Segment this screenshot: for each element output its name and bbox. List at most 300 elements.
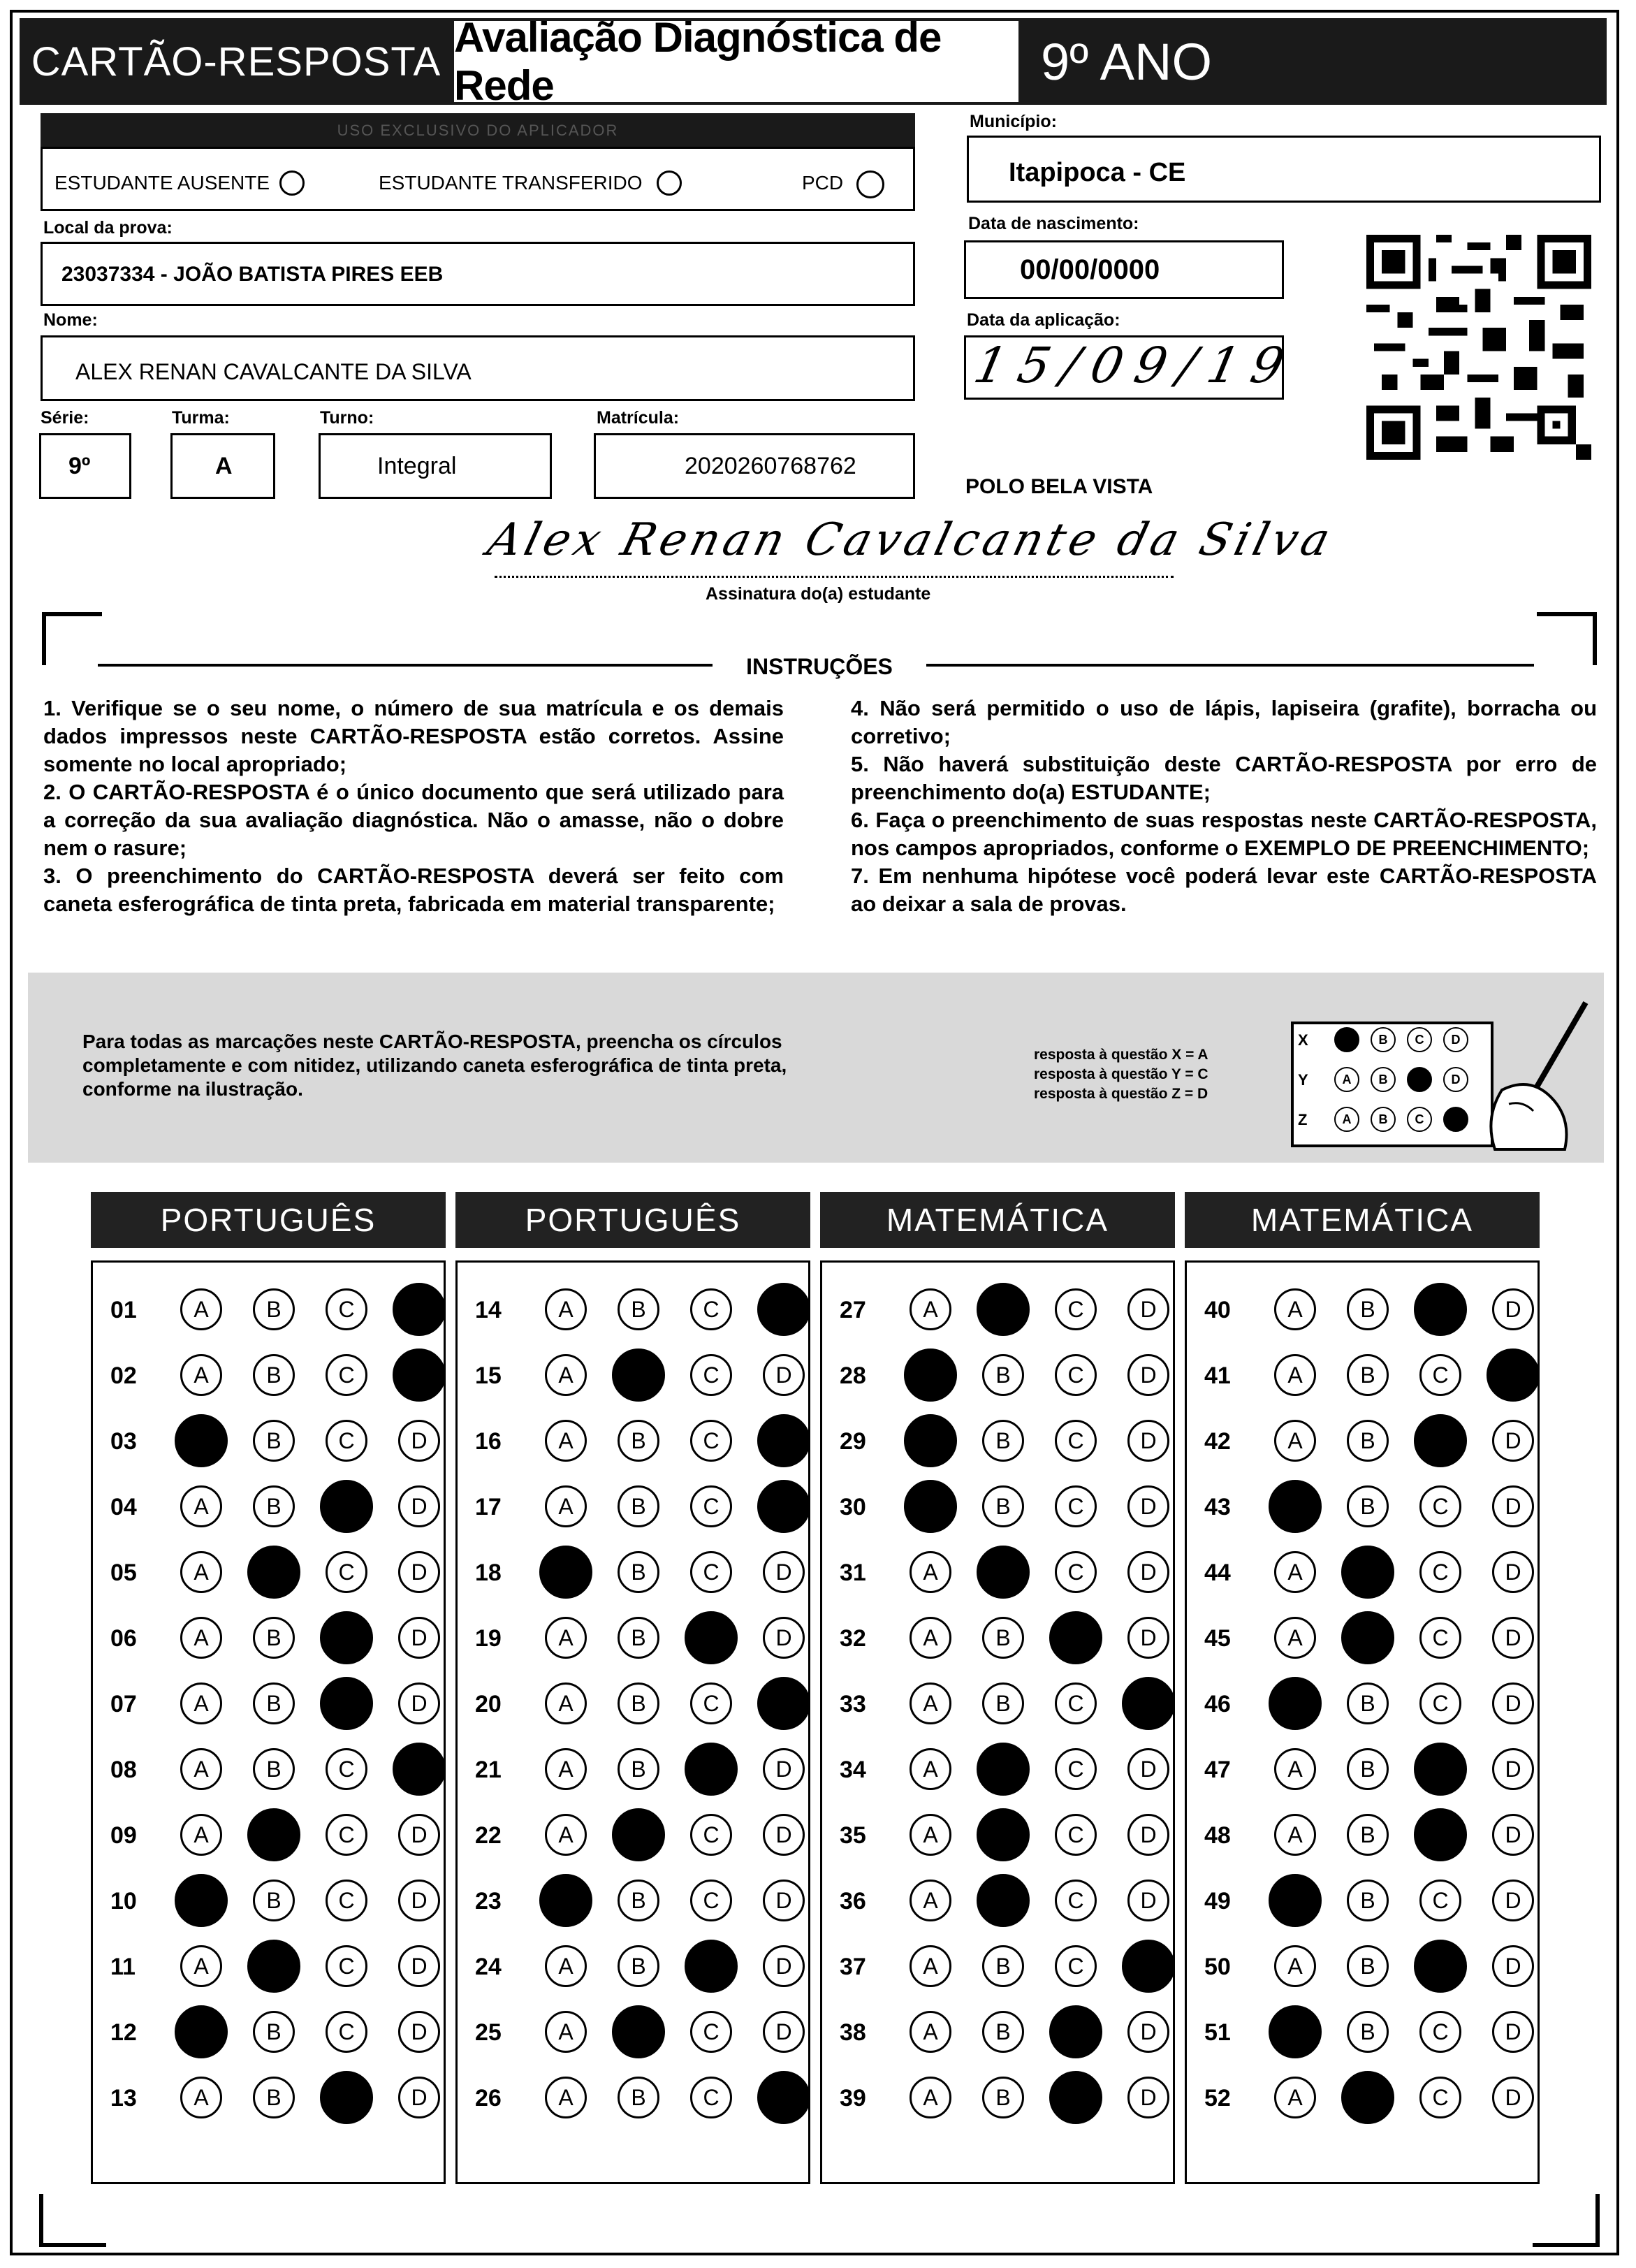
- answer-bubble-c[interactable]: C: [690, 2011, 732, 2053]
- question-number: 02: [110, 1362, 137, 1389]
- answer-bubble-d[interactable]: D: [1127, 1354, 1169, 1396]
- answer-bubble-a[interactable]: A: [545, 2077, 587, 2118]
- answer-bubble-a[interactable]: A: [910, 1288, 951, 1330]
- answer-bubble-a[interactable]: A: [910, 1682, 951, 1724]
- answer-bubble-b[interactable]: [977, 1808, 1030, 1861]
- answer-bubble-d[interactable]: [757, 2071, 810, 2124]
- answer-bubble-c[interactable]: C: [1419, 1880, 1461, 1921]
- polo: POLO BELA VISTA: [965, 475, 1153, 498]
- answer-bubble-c[interactable]: C: [690, 1551, 732, 1593]
- instruction-4: 4. Não será permitido o uso de lápis, lapiseira (grafite), borracha ou corretivo;: [851, 696, 1597, 748]
- answer-bubble-b[interactable]: B: [1347, 1354, 1389, 1396]
- question-number: 29: [840, 1428, 866, 1455]
- answer-bubble-d[interactable]: [1122, 1940, 1175, 1993]
- answer-bubble-d[interactable]: D: [1492, 1420, 1534, 1462]
- answer-bubble-d[interactable]: D: [398, 1551, 440, 1593]
- answer-bubble-d[interactable]: D: [1127, 1551, 1169, 1593]
- answer-bubble-a[interactable]: A: [1274, 1354, 1316, 1396]
- answer-bubble-a[interactable]: A: [180, 1814, 222, 1856]
- answer-bubble-d[interactable]: D: [1492, 1814, 1534, 1856]
- question-number: 31: [840, 1560, 866, 1586]
- answer-bubble-a[interactable]: [904, 1414, 957, 1467]
- answer-bubble-c[interactable]: C: [326, 1288, 367, 1330]
- answer-bubble-a[interactable]: A: [1274, 2077, 1316, 2118]
- answer-bubble-b[interactable]: B: [982, 2011, 1024, 2053]
- signature-label: Assinatura do(a) estudante: [706, 584, 931, 604]
- answer-bubble-d[interactable]: D: [1492, 1617, 1534, 1659]
- answer-bubble-b[interactable]: B: [1347, 1814, 1389, 1856]
- answer-bubble-c[interactable]: C: [1419, 2011, 1461, 2053]
- corner-top-right: [1537, 612, 1597, 665]
- answer-bubble-b[interactable]: [1341, 2071, 1394, 2124]
- applicator-banner: USO EXCLUSIVO DO APLICADOR: [41, 113, 915, 148]
- answer-bubble-b[interactable]: B: [982, 1420, 1024, 1462]
- answer-bubble-b[interactable]: B: [253, 2077, 295, 2118]
- question-number: 15: [475, 1362, 502, 1389]
- answer-bubble-c[interactable]: [1049, 2071, 1102, 2124]
- aplicacao-value: 15/09/19: [969, 337, 1302, 394]
- answer-bubble-c[interactable]: [685, 1940, 738, 1993]
- answer-bubble-c[interactable]: [320, 1611, 373, 1664]
- question-number: 39: [840, 2085, 866, 2111]
- example-bubble: C: [1407, 1107, 1432, 1132]
- question-number: 10: [110, 1888, 137, 1914]
- answer-bubble-d[interactable]: D: [763, 1748, 805, 1790]
- answer-bubble-a[interactable]: A: [545, 1748, 587, 1790]
- answer-bubble-d[interactable]: D: [1492, 1945, 1534, 1987]
- question-number: 04: [110, 1494, 137, 1520]
- answer-bubble-d[interactable]: D: [1492, 1748, 1534, 1790]
- answer-bubble-b[interactable]: [612, 1808, 665, 1861]
- answer-bubble-b[interactable]: B: [253, 1748, 295, 1790]
- answer-bubble-c[interactable]: C: [690, 1485, 732, 1527]
- answer-bubble-b[interactable]: [977, 1743, 1030, 1796]
- question-number: 45: [1204, 1625, 1231, 1652]
- question-number: 50: [1204, 1954, 1231, 1980]
- answer-bubble-b[interactable]: B: [253, 1420, 295, 1462]
- answer-bubble-a[interactable]: A: [910, 1880, 951, 1921]
- answer-bubble-a[interactable]: A: [545, 1682, 587, 1724]
- answer-bubble-b[interactable]: B: [618, 1551, 659, 1593]
- answer-bubble-b[interactable]: B: [1347, 1682, 1389, 1724]
- answer-bubble-a[interactable]: A: [180, 1748, 222, 1790]
- answer-bubble-c[interactable]: C: [326, 1551, 367, 1593]
- subject-header: PORTUGUÊS: [455, 1192, 810, 1248]
- subject-header: MATEMÁTICA: [820, 1192, 1175, 1248]
- answer-bubble-a[interactable]: A: [180, 1354, 222, 1396]
- answer-bubble-c[interactable]: [320, 1480, 373, 1533]
- answer-bubble-c[interactable]: C: [326, 1420, 367, 1462]
- answer-bubble-c[interactable]: C: [690, 1354, 732, 1396]
- answer-bubble-a[interactable]: A: [910, 1617, 951, 1659]
- example-bubble: B: [1371, 1027, 1396, 1052]
- answer-bubble-a[interactable]: A: [1274, 1551, 1316, 1593]
- answer-bubble-d[interactable]: D: [1492, 2011, 1534, 2053]
- matricula-value: 2020260768762: [685, 453, 856, 479]
- answer-bubble-c[interactable]: C: [326, 1748, 367, 1790]
- nascimento-value: 00/00/0000: [1020, 254, 1160, 285]
- question-number: 22: [475, 1822, 502, 1849]
- answer-bubble-b[interactable]: [247, 1808, 300, 1861]
- answer-bubble-c[interactable]: C: [1055, 1880, 1097, 1921]
- answer-bubble-b[interactable]: B: [618, 1617, 659, 1659]
- answer-bubble-c[interactable]: C: [1055, 1748, 1097, 1790]
- matricula-label: Matrícula:: [597, 408, 680, 428]
- answer-bubble-b[interactable]: [977, 1874, 1030, 1927]
- answer-bubble-a[interactable]: A: [545, 1945, 587, 1987]
- answer-bubble-c[interactable]: [685, 1743, 738, 1796]
- example-bubble: B: [1371, 1067, 1396, 1092]
- question-number: 46: [1204, 1691, 1231, 1717]
- transferred-label: ESTUDANTE TRANSFERIDO: [379, 172, 643, 194]
- answer-bubble-d[interactable]: D: [398, 1485, 440, 1527]
- answer-bubble-b[interactable]: B: [253, 1354, 295, 1396]
- answer-bubble-c[interactable]: C: [1055, 1485, 1097, 1527]
- question-number: 16: [475, 1428, 502, 1455]
- answer-bubble-b[interactable]: [612, 2005, 665, 2058]
- local-value: 23037334 - JOÃO BATISTA PIRES EEB: [61, 263, 444, 286]
- answer-bubble-a[interactable]: [904, 1480, 957, 1533]
- answer-bubble-b[interactable]: B: [1347, 2011, 1389, 2053]
- answer-bubble-a[interactable]: A: [545, 1288, 587, 1330]
- answer-bubble-b[interactable]: B: [982, 1617, 1024, 1659]
- answer-bubble-d[interactable]: [393, 1283, 446, 1336]
- answer-bubble-a[interactable]: A: [180, 1682, 222, 1724]
- answer-bubble-d[interactable]: D: [1127, 1288, 1169, 1330]
- question-number: 52: [1204, 2085, 1231, 2111]
- answer-bubble-a[interactable]: A: [545, 1617, 587, 1659]
- municipio-label: Município:: [970, 112, 1057, 131]
- example-bubble: D: [1443, 1027, 1468, 1052]
- question-number: 14: [475, 1297, 502, 1323]
- answer-bubble-c[interactable]: C: [326, 1945, 367, 1987]
- answer-bubble-a[interactable]: [904, 1349, 957, 1402]
- answer-bubble-d[interactable]: D: [763, 1880, 805, 1921]
- instruction-2: 2. O CARTÃO-RESPOSTA é o único documento que será utilizado para a correção da sua avaliação diagnóstica. Não o amasse, não o dobre nem o rasure;: [43, 780, 784, 860]
- answer-bubble-d[interactable]: D: [1127, 1814, 1169, 1856]
- answer-bubble-d[interactable]: D: [398, 1945, 440, 1987]
- answer-bubble-d[interactable]: D: [1127, 2011, 1169, 2053]
- answer-bubble-d[interactable]: D: [763, 1814, 805, 1856]
- answer-bubble-c[interactable]: C: [690, 1880, 732, 1921]
- answer-bubble-d[interactable]: D: [398, 1682, 440, 1724]
- answer-bubble-b[interactable]: B: [618, 1748, 659, 1790]
- answer-bubble-d[interactable]: D: [1492, 1880, 1534, 1921]
- answer-bubble-a[interactable]: A: [910, 1814, 951, 1856]
- answer-bubble-c[interactable]: C: [326, 1814, 367, 1856]
- absent-radio[interactable]: [279, 170, 305, 196]
- example-bubble: C: [1407, 1027, 1432, 1052]
- answer-bubble-d[interactable]: D: [398, 2011, 440, 2053]
- absent-label: ESTUDANTE AUSENTE: [54, 172, 270, 194]
- question-number: 37: [840, 1954, 866, 1980]
- answer-bubble-c[interactable]: [320, 2071, 373, 2124]
- hand-pen-icon: [1481, 999, 1593, 1153]
- answer-bubble-d[interactable]: D: [1127, 2077, 1169, 2118]
- answer-bubble-b[interactable]: B: [253, 1288, 295, 1330]
- example-text: Para todas as marcações neste CARTÃO-RESPOSTA, preencha os círculos completamente e com nitidez, utilizando caneta esferográfica de tinta preta, conforme na ilustração.: [82, 1031, 787, 1100]
- answer-bubble-a[interactable]: [175, 1874, 228, 1927]
- answer-bubble-a[interactable]: A: [545, 1420, 587, 1462]
- answer-bubble-c[interactable]: C: [1419, 2077, 1461, 2118]
- answer-bubble-d[interactable]: [757, 1283, 810, 1336]
- answer-bubble-b[interactable]: [977, 1283, 1030, 1336]
- answer-bubble-b[interactable]: B: [618, 1682, 659, 1724]
- answer-bubble-b[interactable]: [1341, 1546, 1394, 1599]
- answer-bubble-c[interactable]: C: [1055, 1945, 1097, 1987]
- answer-bubble-b[interactable]: B: [1347, 1945, 1389, 1987]
- answer-bubble-d[interactable]: D: [763, 1551, 805, 1593]
- answer-bubble-b[interactable]: [247, 1546, 300, 1599]
- answer-bubble-d[interactable]: D: [763, 1617, 805, 1659]
- answer-bubble-b[interactable]: [977, 1546, 1030, 1599]
- answer-bubble-c[interactable]: C: [326, 1354, 367, 1396]
- answer-bubble-a[interactable]: [539, 1546, 592, 1599]
- answer-bubble-b[interactable]: B: [1347, 1748, 1389, 1790]
- answer-bubble-c[interactable]: C: [1055, 1551, 1097, 1593]
- answer-bubble-d[interactable]: D: [1127, 1617, 1169, 1659]
- answer-bubble-a[interactable]: A: [545, 1485, 587, 1527]
- pcd-radio[interactable]: [856, 170, 884, 198]
- answer-bubble-d[interactable]: [393, 1743, 446, 1796]
- example-legend-2: resposta à questão Y = C: [1034, 1066, 1208, 1082]
- question-number: 03: [110, 1428, 137, 1455]
- example-question-label: X: [1298, 1031, 1308, 1049]
- nome-label: Nome:: [43, 310, 98, 330]
- answer-bubble-d[interactable]: D: [763, 1945, 805, 1987]
- answer-bubble-b[interactable]: B: [982, 1682, 1024, 1724]
- answer-bubble-b[interactable]: B: [618, 2077, 659, 2118]
- answer-bubble-a[interactable]: A: [910, 2077, 951, 2118]
- question-number: 06: [110, 1625, 137, 1652]
- answer-bubble-d[interactable]: D: [398, 1420, 440, 1462]
- example-bubble: D: [1443, 1067, 1468, 1092]
- question-number: 47: [1204, 1757, 1231, 1783]
- question-number: 19: [475, 1625, 502, 1652]
- question-number: 48: [1204, 1822, 1231, 1849]
- answer-bubble-b[interactable]: B: [1347, 1420, 1389, 1462]
- answer-bubble-b[interactable]: B: [618, 1880, 659, 1921]
- answer-bubble-d[interactable]: D: [1127, 1485, 1169, 1527]
- instruction-7: 7. Em nenhuma hipótese você poderá levar este CARTÃO-RESPOSTA ao deixar a sala de provas.: [851, 864, 1597, 916]
- answer-bubble-a[interactable]: [1269, 1874, 1322, 1927]
- answer-bubble-a[interactable]: A: [180, 1288, 222, 1330]
- answer-bubble-c[interactable]: C: [1419, 1485, 1461, 1527]
- answer-bubble-c[interactable]: C: [1055, 1420, 1097, 1462]
- answer-bubble-a[interactable]: A: [1274, 1288, 1316, 1330]
- example-bubble: [1407, 1067, 1432, 1092]
- question-number: 30: [840, 1494, 866, 1520]
- answer-bubble-d[interactable]: D: [1127, 1748, 1169, 1790]
- answer-bubble-a[interactable]: A: [180, 1485, 222, 1527]
- instructions-right: [851, 695, 1597, 918]
- question-number: 26: [475, 2085, 502, 2111]
- answer-bubble-d[interactable]: D: [398, 2077, 440, 2118]
- example-bubble: [1334, 1027, 1359, 1052]
- question-number: 17: [475, 1494, 502, 1520]
- answer-bubble-c[interactable]: C: [1419, 1551, 1461, 1593]
- answer-bubble-c[interactable]: C: [1055, 1354, 1097, 1396]
- question-number: 12: [110, 2019, 137, 2046]
- answer-bubble-a[interactable]: A: [1274, 1748, 1316, 1790]
- answer-bubble-a[interactable]: [1269, 1480, 1322, 1533]
- answer-bubble-b[interactable]: B: [618, 1485, 659, 1527]
- answer-bubble-d[interactable]: D: [1127, 1880, 1169, 1921]
- example-bubble: [1443, 1107, 1468, 1132]
- answer-bubble-a[interactable]: A: [1274, 1617, 1316, 1659]
- answer-bubble-d[interactable]: [757, 1677, 810, 1730]
- question-number: 18: [475, 1560, 502, 1586]
- instruction-3: 3. O preenchimento do CARTÃO-RESPOSTA deverá ser feito com caneta esferográfica de tinta preta, fabricada em material transparente;: [43, 864, 784, 916]
- answer-bubble-d[interactable]: D: [398, 1880, 440, 1921]
- answer-bubble-c[interactable]: C: [326, 2011, 367, 2053]
- answer-bubble-c[interactable]: [1049, 1611, 1102, 1664]
- answer-bubble-d[interactable]: D: [1492, 2077, 1534, 2118]
- answer-bubble-a[interactable]: [175, 1414, 228, 1467]
- answer-bubble-d[interactable]: [393, 1349, 446, 1402]
- question-number: 38: [840, 2019, 866, 2046]
- answer-bubble-d[interactable]: D: [1492, 1288, 1534, 1330]
- grade-title: 9º ANO: [1041, 32, 1213, 91]
- answer-bubble-b[interactable]: B: [982, 1485, 1024, 1527]
- corner-bottom-left: [39, 2194, 106, 2247]
- answer-bubble-c[interactable]: [685, 1611, 738, 1664]
- answer-bubble-a[interactable]: [175, 2005, 228, 2058]
- answer-bubble-b[interactable]: B: [253, 1485, 295, 1527]
- answer-bubble-b[interactable]: B: [618, 1420, 659, 1462]
- answer-bubble-d[interactable]: D: [763, 2011, 805, 2053]
- example-bubble: B: [1371, 1107, 1396, 1132]
- answer-bubble-b[interactable]: B: [1347, 1485, 1389, 1527]
- answer-bubble-c[interactable]: [1414, 1743, 1467, 1796]
- answer-bubble-a[interactable]: [539, 1874, 592, 1927]
- answer-bubble-a[interactable]: A: [1274, 1945, 1316, 1987]
- answer-bubble-c[interactable]: [1414, 1414, 1467, 1467]
- answer-bubble-c[interactable]: C: [1419, 1617, 1461, 1659]
- exam-title: Avaliação Diagnóstica de Rede: [451, 18, 1021, 105]
- question-number: 27: [840, 1297, 866, 1323]
- answer-bubble-b[interactable]: B: [1347, 1880, 1389, 1921]
- answer-bubble-c[interactable]: C: [1055, 1682, 1097, 1724]
- answer-bubble-d[interactable]: D: [1492, 1485, 1534, 1527]
- answer-bubble-a[interactable]: [1269, 1677, 1322, 1730]
- answer-bubble-c[interactable]: [1414, 1940, 1467, 1993]
- subject-header: MATEMÁTICA: [1185, 1192, 1540, 1248]
- answer-bubble-a[interactable]: A: [910, 1748, 951, 1790]
- answer-bubble-c[interactable]: C: [1055, 1288, 1097, 1330]
- question-number: 24: [475, 1954, 502, 1980]
- answer-bubble-a[interactable]: A: [180, 1945, 222, 1987]
- answer-bubble-a[interactable]: A: [545, 1814, 587, 1856]
- answer-bubble-d[interactable]: [757, 1414, 810, 1467]
- answer-bubble-a[interactable]: A: [180, 1617, 222, 1659]
- answer-bubble-c[interactable]: [1414, 1808, 1467, 1861]
- answer-bubble-a[interactable]: A: [1274, 1814, 1316, 1856]
- answer-bubble-b[interactable]: B: [618, 1288, 659, 1330]
- corner-top-left: [42, 612, 102, 665]
- answer-bubble-d[interactable]: D: [763, 1354, 805, 1396]
- turno-label: Turno:: [320, 408, 374, 428]
- pcd-label: PCD: [802, 172, 844, 194]
- answer-bubble-a[interactable]: A: [180, 1551, 222, 1593]
- answer-bubble-b[interactable]: B: [1347, 1288, 1389, 1330]
- answer-bubble-b[interactable]: [1341, 1611, 1394, 1664]
- corner-bottom-right: [1533, 2194, 1600, 2247]
- answer-bubble-b[interactable]: B: [982, 2077, 1024, 2118]
- answer-bubble-c[interactable]: C: [690, 1288, 732, 1330]
- answer-bubble-d[interactable]: [1122, 1677, 1175, 1730]
- answer-bubble-c[interactable]: C: [690, 1682, 732, 1724]
- answer-bubble-c[interactable]: C: [690, 1420, 732, 1462]
- example-question-label: Y: [1298, 1071, 1308, 1089]
- answer-bubble-d[interactable]: [757, 1480, 810, 1533]
- answer-bubble-b[interactable]: B: [253, 1682, 295, 1724]
- question-number: 51: [1204, 2019, 1231, 2046]
- answer-bubble-d[interactable]: D: [1127, 1420, 1169, 1462]
- municipio-value: Itapipoca - CE: [1009, 158, 1186, 187]
- instructions-left: [43, 695, 784, 918]
- answer-bubble-b[interactable]: [612, 1349, 665, 1402]
- answer-bubble-b[interactable]: B: [982, 1945, 1024, 1987]
- example-question-label: Z: [1298, 1111, 1308, 1128]
- answer-bubble-a[interactable]: [1269, 2005, 1322, 2058]
- aplicacao-label: Data da aplicação:: [967, 310, 1120, 330]
- question-number: 08: [110, 1757, 137, 1783]
- answer-bubble-a[interactable]: A: [545, 2011, 587, 2053]
- answer-bubble-b[interactable]: B: [253, 1617, 295, 1659]
- answer-bubble-b[interactable]: B: [253, 1880, 295, 1921]
- question-number: 05: [110, 1560, 137, 1586]
- answer-bubble-b[interactable]: B: [618, 1945, 659, 1987]
- question-number: 25: [475, 2019, 502, 2046]
- answer-bubble-d[interactable]: D: [398, 1814, 440, 1856]
- answer-bubble-a[interactable]: A: [545, 1354, 587, 1396]
- answer-bubble-c[interactable]: [320, 1677, 373, 1730]
- serie-value: 9º: [68, 453, 91, 479]
- answer-bubble-a[interactable]: A: [1274, 1420, 1316, 1462]
- answer-bubble-c[interactable]: C: [690, 2077, 732, 2118]
- answer-bubble-a[interactable]: A: [910, 1945, 951, 1987]
- answer-bubble-c[interactable]: [1049, 2005, 1102, 2058]
- serie-label: Série:: [41, 408, 89, 428]
- example-bubble: A: [1334, 1107, 1359, 1132]
- instruction-5: 5. Não haverá substituição deste CARTÃO-RESPOSTA por erro de preenchimento do(a) ESTUDANTE;: [851, 752, 1597, 804]
- instructions-rule-right: [926, 664, 1534, 667]
- answer-bubble-c[interactable]: C: [1055, 1814, 1097, 1856]
- answer-bubble-c[interactable]: C: [1419, 1682, 1461, 1724]
- answer-bubble-c[interactable]: C: [1419, 1354, 1461, 1396]
- answer-bubble-c[interactable]: C: [690, 1814, 732, 1856]
- answer-bubble-a[interactable]: A: [910, 1551, 951, 1593]
- answer-bubble-d[interactable]: D: [1492, 1682, 1534, 1724]
- question-number: 34: [840, 1757, 866, 1783]
- answer-bubble-b[interactable]: [247, 1940, 300, 1993]
- answer-bubble-d[interactable]: D: [1492, 1551, 1534, 1593]
- answer-bubble-b[interactable]: B: [982, 1354, 1024, 1396]
- transferred-radio[interactable]: [657, 170, 682, 196]
- answer-bubble-d[interactable]: D: [398, 1617, 440, 1659]
- answer-bubble-c[interactable]: C: [326, 1880, 367, 1921]
- answer-bubble-c[interactable]: [1414, 1283, 1467, 1336]
- question-number: 09: [110, 1822, 137, 1849]
- answer-bubble-a[interactable]: A: [910, 2011, 951, 2053]
- answer-bubble-b[interactable]: B: [253, 2011, 295, 2053]
- turno-value: Integral: [377, 453, 457, 479]
- answer-bubble-a[interactable]: A: [180, 2077, 222, 2118]
- question-number: 28: [840, 1362, 866, 1389]
- instructions-title: INSTRUÇÕES: [746, 654, 893, 679]
- answer-bubble-d[interactable]: [1487, 1349, 1540, 1402]
